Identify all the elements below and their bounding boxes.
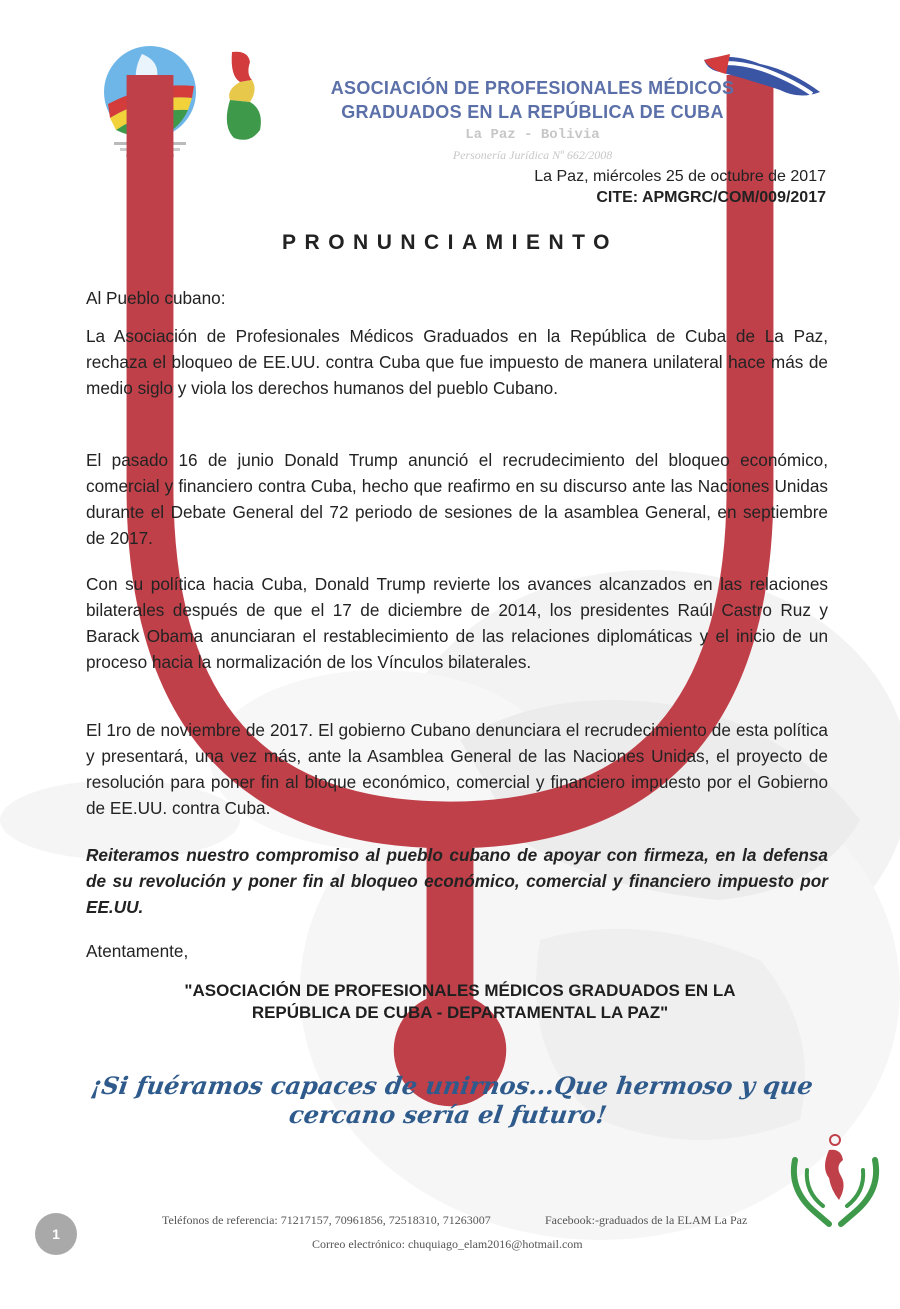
header-title-line1: ASOCIACIÓN DE PROFESIONALES MÉDICOS — [330, 78, 735, 98]
document-cite: CITE: APMGRC/COM/009/2017 — [596, 189, 826, 206]
footer-email: Correo electrónico: chuquiago_elam2016@hotmail.com — [312, 1237, 583, 1251]
closing: Atentamente, — [86, 941, 189, 961]
commitment-paragraph: Reiteramos nuestro compromiso al pueblo cubano de apoyar con firmeza, en la defensa de su revolución y poner fin al bloqueo económico, comercial y financiero impuesto por EE.UU. — [86, 845, 828, 917]
header-location: La Paz - Bolivia — [465, 127, 600, 143]
motto: ¡Si fuéramos capaces de unirnos...Que hermoso y que cercano sería el futuro! — [89, 1071, 815, 1129]
document-date: La Paz, miércoles 25 de octubre de 2017 — [534, 168, 826, 185]
footer-facebook: Facebook:-graduados de la ELAM La Paz — [545, 1213, 748, 1227]
header-title-line2: GRADUADOS EN LA REPÚBLICA DE CUBA — [341, 102, 724, 122]
salutation: Al Pueblo cubano: — [86, 288, 226, 308]
page-title: PRONUNCIAMIENTO — [282, 231, 618, 254]
hands-americas-logo-icon — [785, 1130, 885, 1230]
signature-line2: REPÚBLICA DE CUBA - DEPARTAMENTAL LA PAZ" — [251, 1003, 669, 1022]
header-legal-registration: Personería Jurídica Nº 662/2008 — [452, 148, 613, 162]
signature-line1: "ASOCIACIÓN DE PROFESIONALES MÉDICOS GRADUADOS EN LA — [184, 981, 736, 1000]
paragraph-3: Con su política hacia Cuba, Donald Trump revierte los avances alcanzados en las relaciones bilaterales después de que el 17 de diciembre de 2014, los presidentes Raúl Castro Ruz y Barack Obama anunciaran el restablecimiento de las relaciones diplomáticas y el inicio de un proceso hacia la normalización de los Vínculos bilaterales. — [86, 574, 828, 672]
signature-block — [100, 980, 820, 1024]
page-number-badge: 1 — [35, 1213, 77, 1255]
paragraph-1: La Asociación de Profesionales Médicos Graduados en la República de Cuba de La Paz, rechaza el bloqueo de EE.UU. contra Cuba que fue impuesto de manera unilateral hace más de medio siglo y viola los derechos humanos del pueblo Cubano. — [86, 326, 828, 398]
header-title — [300, 76, 765, 124]
paragraph-4: El 1ro de noviembre de 2017. El gobierno Cubano denunciara el recrudecimiento de esta política y presentará, una vez más, ante la Asamblea General de las Naciones Unidas, el proyecto de resolución para poner fin al bloque económico, comercial y financiero impuesto por el Gobierno de EE.UU. contra Cuba. — [86, 720, 828, 818]
footer-phones: Teléfonos de referencia: 71217157, 70961856, 72518310, 71263007 — [162, 1213, 491, 1227]
paragraph-2: El pasado 16 de junio Donald Trump anunció el recrudecimiento del bloqueo económico, comercial y financiero contra Cuba, hecho que reafirmo en su discurso ante las Naciones Unidas durante el Debate General del 72 periodo de sesiones de la asamblea General, en septiembre de 2017. — [86, 450, 828, 548]
